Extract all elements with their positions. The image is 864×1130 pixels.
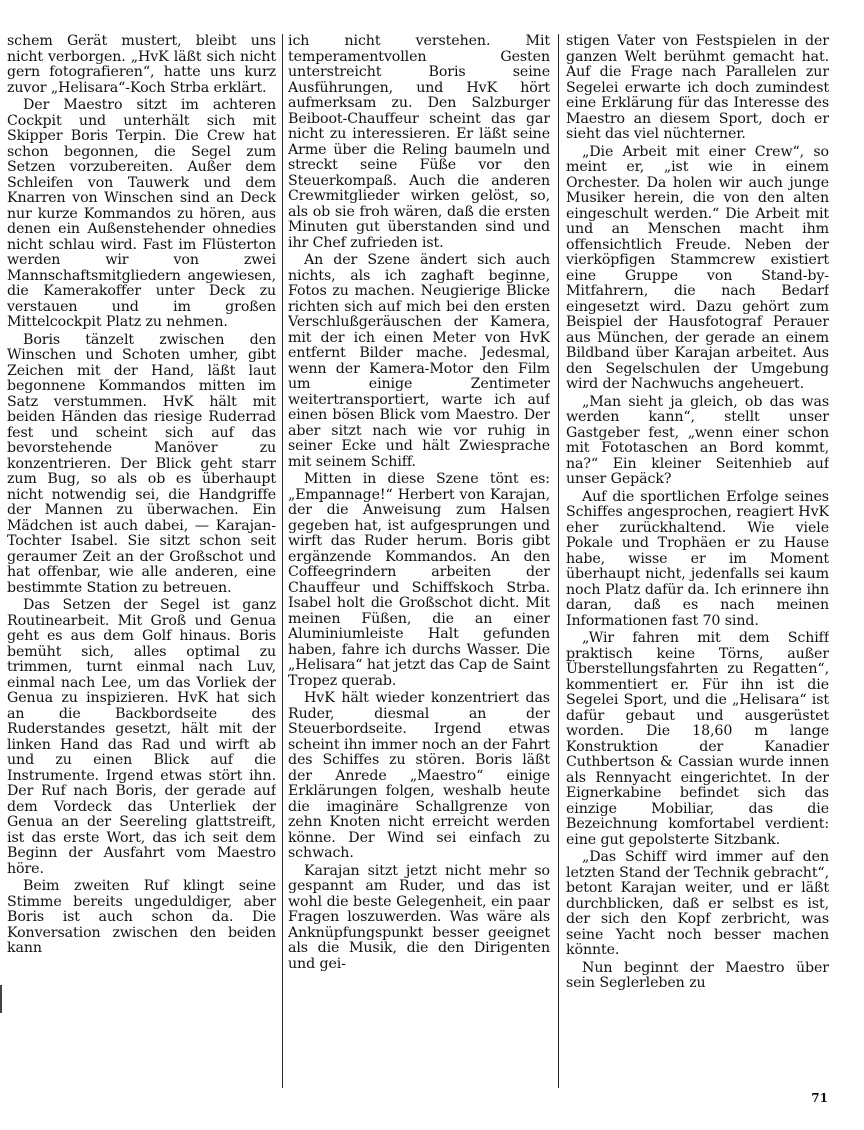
page-edge-mark	[0, 985, 6, 1013]
paragraph: schem Gerät mustert, bleibt uns nicht verborgen. „HvK läßt sich nicht gern fotografieren“, hatte uns kurz zuvor „Helisara“-Koch Strba erklärt.	[7, 34, 276, 96]
column-divider	[282, 34, 283, 1088]
paragraph: Mitten in diese Szene tönt es: „Empannage!“ Herbert von Karajan, der die Anweisung zum Halsen gegeben hat, ist aufgesprungen und wirft das Ruder herum. Boris gibt ergänzende Kommandos. An den Coffeegrindern arbeiten der Chauffeur und Schiffskoch Strba. Isabel holt die Großschot dicht. Mit meinen Füßen, die an einer Aluminiumleiste Halt gefunden haben, fahre ich durchs Wasser. Die „Helisara“ hat jetzt das Cap de Saint Tropez querab.	[288, 471, 550, 689]
paragraph: HvK hält wieder konzentriert das Ruder, diesmal an der Steuerbordseite. Irgend etwas scheint ihn immer noch an der Fahrt des Schiffes zu stören. Boris läßt der Anrede „Maestro“ einige Erklärungen folgen, weshalb heute die imaginäre Schallgrenze von zehn Knoten nicht erreicht werden könne. Der Wind sei einfach zu schwach.	[288, 690, 550, 861]
paragraph: Auf die sportlichen Erfolge seines Schiffes angesprochen, reagiert HvK eher zurückhaltend. Wie viele Pokale und Trophäen er zu Hause habe, wisse er im Moment überhaupt nicht, jedenfalls sei kaum noch Platz dafür da. Ich erinnere ihn daran, daß es nach meinen Informationen fast 70 sind.	[566, 488, 829, 629]
article-column-2	[288, 34, 550, 1094]
paragraph: stigen Vater von Festspielen in der ganzen Welt berühmt gemacht hat. Auf die Frage nach Parallelen zur Segelei erwarte ich doch zumindest eine Erklärung für das Interesse des Maestro an diesem Sport, doch er sieht das viel nüchterner.	[566, 34, 829, 142]
paragraph: ich nicht verstehen. Mit temperamentvollen Gesten unterstreicht Boris seine Ausführungen, und HvK hört aufmerksam zu. Den Salzburger Beiboot-Chauffeur scheint das gar nicht zu interessieren. Er läßt seine Arme über die Reling baumeln und streckt seine Füße vor den Steuerkompaß. Auch die anderen Crewmitglieder wirken gelöst, so, als ob sie froh wären, daß die ersten Minuten gut überstanden sind und ihr Chef zufrieden ist.	[288, 34, 550, 251]
article-column-1	[7, 34, 276, 1094]
column-divider	[558, 34, 559, 1088]
paragraph: „Das Schiff wird immer auf den letzten Stand der Technik gebracht“, betont Karajan weiter, und er läßt durchblicken, daß er selbst es ist, der sich den Kopf zerbricht, was seine Yacht noch besser machen könnte.	[566, 849, 829, 958]
paragraph: Karajan sitzt jetzt nicht mehr so gespannt am Ruder, und das ist wohl die beste Gelegenheit, ein paar Fragen loszuwerden. Was wäre als Anknüpfungspunkt besser geeignet als die Musik, die den Dirigenten und gei-	[288, 862, 550, 972]
paragraph: „Man sieht ja gleich, ob das was werden kann“, stellt unser Gastgeber fest, „wenn einer schon mit Fototaschen an Bord kommt, na?“ Ein kleiner Seitenhieb auf unser Gepäck?	[566, 393, 829, 487]
paragraph: An der Szene ändert sich auch nichts, als ich zaghaft beginne, Fotos zu machen. Neugierige Blicke richten sich auf mich bei den ersten Verschlußgeräuschen der Kamera, mit der ich einen Meter von HvK entfernt Bilder mache. Jedesmal, wenn der Kamera-Motor den Film um einige Zentimeter weitertransportiert, warte ich auf einen bösen Blick vom Maestro. Der aber sitzt nach wie vor ruhig in seiner Ecke und hält Zwiesprache mit seinem Schiff.	[288, 252, 550, 470]
paragraph: Das Setzen der Segel ist ganz Routinearbeit. Mit Groß und Genua geht es aus dem Golf hinaus. Boris bemüht sich, alles optimal zu trimmen, turnt einmal nach Luv, einmal nach Lee, um das Vorliek der Genua zu inspizieren. HvK hat sich an die Backbordseite des Ruderstandes gesetzt, hält mit der linken Hand das Rad und wirft ab und zu einen Blick auf die Instrumente. Irgend etwas stört ihn. Der Ruf nach Boris, der gerade auf dem Vordeck das Unterliek der Genua an der Seereling glattstreift, ist das erste Wort, das ich seit dem Beginn der Ausfahrt vom Maestro höre.	[7, 597, 276, 877]
paragraph: „Die Arbeit mit einer Crew“, so meint er, „ist wie in einem Orchester. Da holen wir auch junge Musiker herein, die von den alten eingeschult werden.“ Die Arbeit mit und an Menschen macht ihm offensichtlich Freude. Neben der vierköpfigen Stammcrew existiert eine Gruppe von Stand-by-Mitfahrern, die nach Bedarf eingesetzt wird. Dazu gehört zum Beispiel der Hausfotograf Perauer aus München, der gerade an einem Bildband über Karajan arbeitet. Aus den Segelschulen der Umgebung wird der Nachwuchs angeheuert.	[566, 143, 829, 392]
paragraph: Boris tänzelt zwischen den Winschen und Schoten umher, gibt Zeichen mit der Hand, läßt laut begonnene Kommandos mitten im Satz verstummen. HvK hält mit beiden Händen das riesige Ruderrad fest und scheint sich auf das bevorstehende Manöver zu konzentrieren. Der Blick geht starr zum Bug, so als ob es überhaupt nicht notwendig sei, die Handgriffe der Mannen zu überwachen. Ein Mädchen ist auch dabei, — Karajan-Tochter Isabel. Sie sitzt schon seit geraumer Zeit an der Großschot und hat offenbar, wie alle anderen, eine bestimmte Station zu betreuen.	[7, 331, 276, 596]
paragraph: „Wir fahren mit dem Schiff praktisch keine Törns, außer Überstellungsfahrten zu Regatten“, kommentiert er. Für ihn ist die Segelei Sport, und die „Helisara“ ist dafür gebaut und ausgerüstet worden. Die 18,60 m lange Konstruktion der Kanadier Cuthbertson & Cassian wurde innen als Rennyacht eingerichtet. In der Eignerkabine befindet sich das einzige Mobiliar, das die Bezeichnung komfortabel verdient: eine gut gepolsterte Sitzbank.	[566, 630, 829, 848]
page-number: 71	[811, 1091, 828, 1105]
paragraph: Nun beginnt der Maestro über sein Seglerleben zu	[566, 959, 829, 991]
paragraph: Beim zweiten Ruf klingt seine Stimme bereits ungeduldiger, aber Boris ist auch schon da. Die Konversation zwischen den beiden kann	[7, 878, 276, 956]
article-column-3	[566, 34, 829, 1094]
paragraph: Der Maestro sitzt im achteren Cockpit und unterhält sich mit Skipper Boris Terpin. Die Crew hat schon begonnen, die Segel zum Setzen vorzubereiten. Außer dem Schleifen von Tauwerk und dem Knarren von Winschen sind an Deck nur kurze Kommandos zu hören, aus denen ein Außenstehender ohnedies nicht schlau wird. Fast im Flüsterton werden wir von zwei Mannschaftsmitgliedern angewiesen, die Kamerakoffer unter Deck zu verstauen und im großen Mittelcockpit Platz zu nehmen.	[7, 97, 276, 330]
